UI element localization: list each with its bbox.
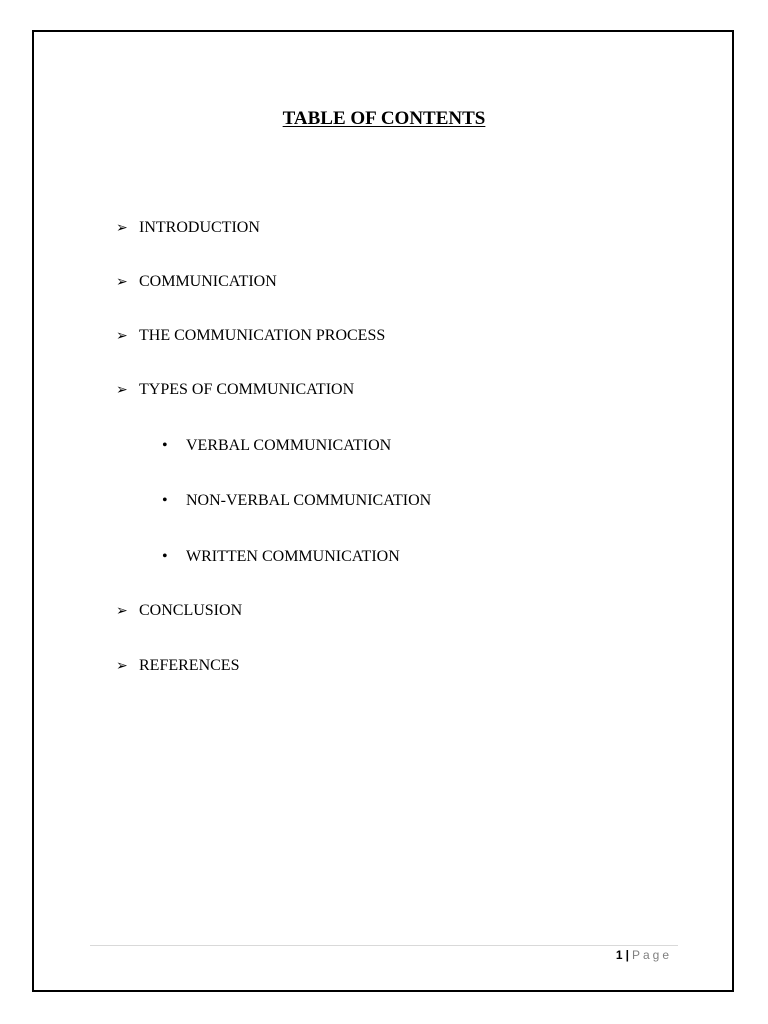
arrow-bullet-icon: ➢: [116, 328, 128, 344]
toc-entry-label: INTRODUCTION: [139, 219, 260, 236]
toc-subentry-written: [162, 547, 400, 567]
toc-entry-label: REFERENCES: [139, 657, 240, 674]
toc-subentry-non-verbal: [162, 491, 432, 511]
dot-bullet-icon: •: [162, 548, 168, 565]
toc-entry-conclusion: [116, 601, 243, 621]
page-footer: [616, 948, 672, 962]
toc-entry-references: [116, 656, 240, 676]
page-border: [32, 30, 734, 992]
page-number: 1: [615, 948, 623, 962]
toc-entry-introduction: [116, 218, 260, 238]
arrow-bullet-icon: ➢: [116, 274, 128, 290]
toc-entry-label: TYPES OF COMMUNICATION: [139, 381, 355, 398]
arrow-bullet-icon: ➢: [116, 220, 128, 236]
dot-bullet-icon: •: [162, 492, 168, 509]
toc-entry-label: NON-VERBAL COMMUNICATION: [186, 492, 432, 509]
toc-entry-label: CONCLUSION: [139, 602, 243, 619]
footer-separator: |: [625, 948, 629, 962]
toc-entry-label: COMMUNICATION: [139, 273, 277, 290]
toc-title: TABLE OF CONTENTS: [282, 108, 486, 129]
toc-entry-types-of-communication: [116, 380, 355, 400]
toc-entry-label: THE COMMUNICATION PROCESS: [139, 327, 386, 344]
toc-subentry-verbal: [162, 436, 392, 456]
arrow-bullet-icon: ➢: [116, 603, 128, 619]
toc-entry-label: WRITTEN COMMUNICATION: [186, 548, 400, 565]
dot-bullet-icon: •: [162, 437, 168, 454]
page-label: Page: [631, 948, 672, 962]
toc-entry-communication-process: [116, 326, 386, 346]
arrow-bullet-icon: ➢: [116, 382, 128, 398]
toc-entry-communication: [116, 272, 277, 292]
arrow-bullet-icon: ➢: [116, 658, 128, 674]
toc-entry-label: VERBAL COMMUNICATION: [186, 437, 392, 454]
footer-divider: [90, 945, 678, 946]
